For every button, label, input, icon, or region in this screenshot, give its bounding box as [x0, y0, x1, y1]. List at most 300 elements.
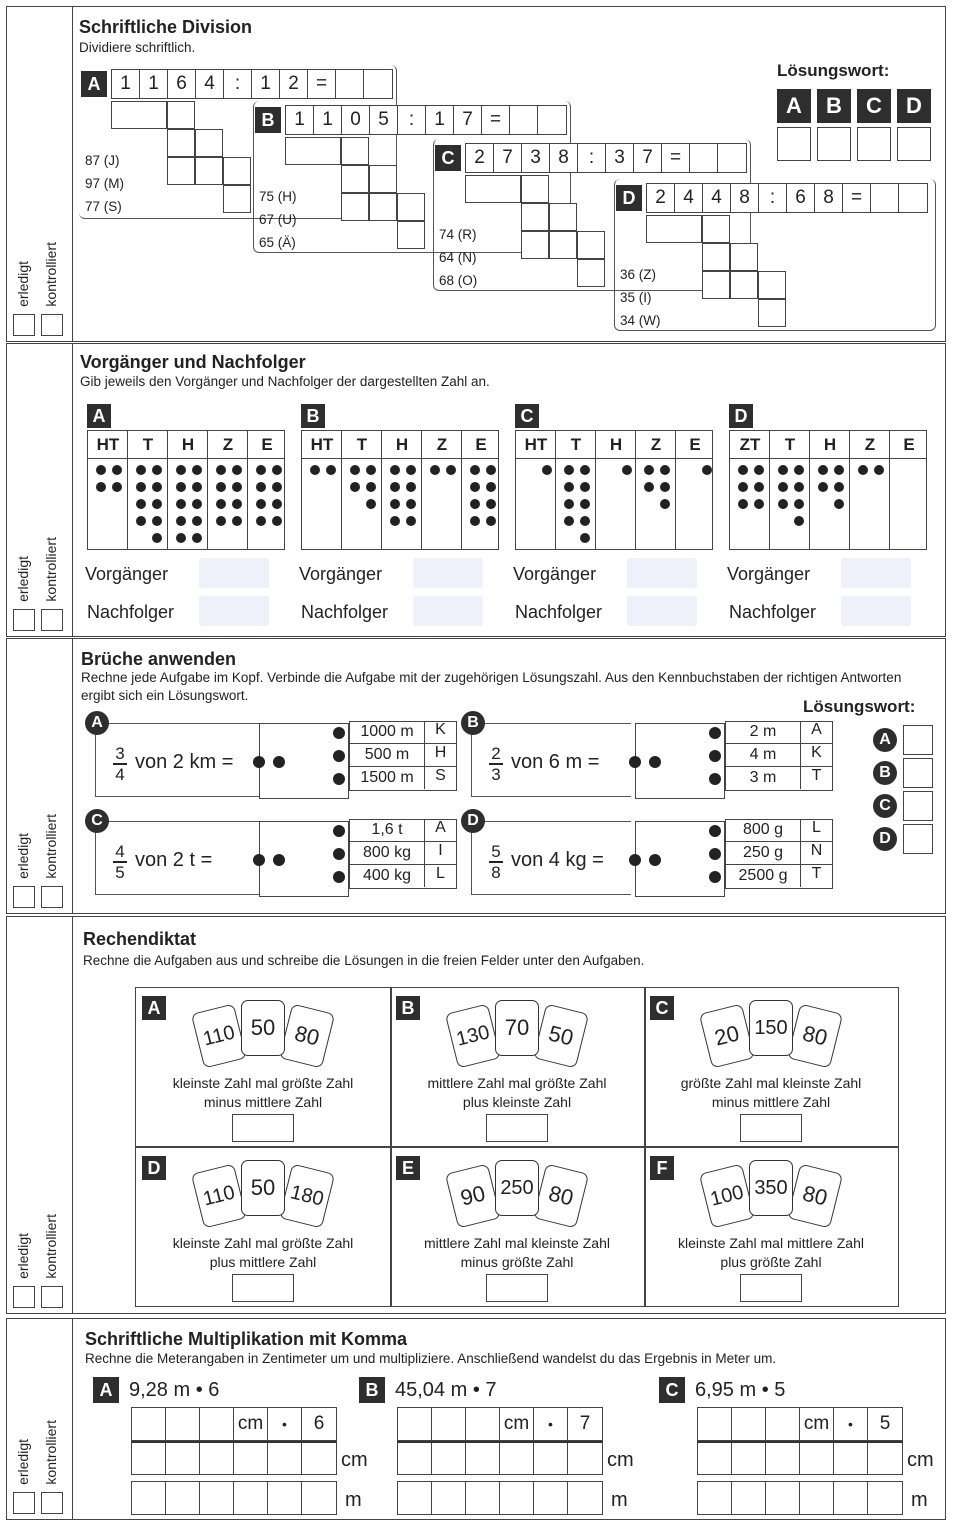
expression: von 4 kg = [511, 849, 604, 871]
work-cell[interactable] [341, 165, 369, 193]
task-badge-c: C [85, 809, 109, 833]
place-value-table [515, 430, 713, 550]
column-header: E [261, 435, 273, 454]
work-cell[interactable] [167, 129, 195, 157]
work-cell[interactable] [285, 137, 341, 165]
counter-dot [660, 465, 670, 475]
number-card: 250 [495, 1160, 539, 1216]
number-card: 80 [787, 1004, 843, 1069]
column-header: T [142, 435, 154, 454]
done-label: erledigt [15, 261, 31, 307]
digit-cell[interactable] [466, 1482, 500, 1514]
answer-row [350, 722, 456, 744]
column-header: E [903, 435, 915, 454]
option-0: 87 (J) [85, 153, 120, 168]
digit-cell[interactable] [732, 1443, 766, 1474]
counter-dot [192, 516, 202, 526]
division-row [646, 183, 928, 213]
solution-box-d[interactable] [897, 127, 931, 161]
unit-m: m [911, 1489, 928, 1511]
counter-dot [580, 465, 590, 475]
done-checkbox[interactable] [13, 1286, 35, 1308]
work-cell[interactable] [577, 259, 605, 287]
work-cell[interactable] [341, 137, 369, 165]
counter-dot [176, 482, 186, 492]
digit-cell: 5 [370, 106, 398, 134]
expression: von 2 km = [135, 751, 234, 773]
digit-cell[interactable] [766, 1408, 800, 1440]
option-1: 67 (U) [259, 212, 297, 227]
digit-cell: 4 [196, 70, 224, 98]
counter-dot [112, 465, 122, 475]
done-checkbox[interactable] [13, 314, 35, 336]
answer-box[interactable] [486, 1114, 548, 1142]
counter-dot [152, 499, 162, 509]
counter-dot [350, 465, 360, 475]
counter-dot [256, 516, 266, 526]
digit-cell[interactable] [500, 1443, 534, 1474]
work-cell[interactable] [223, 185, 251, 213]
answer-value: 2500 g [738, 867, 788, 884]
counter-dot [256, 482, 266, 492]
answer-table [349, 819, 457, 889]
counter-dot [176, 516, 186, 526]
solution-box-d[interactable] [903, 824, 933, 854]
work-cell[interactable] [730, 243, 758, 271]
checked-checkbox[interactable] [41, 609, 63, 631]
digit-cell[interactable] [766, 1482, 800, 1514]
result-cell[interactable] [690, 144, 718, 172]
answer-key: L [424, 865, 456, 887]
option-1: 35 (I) [620, 290, 652, 305]
column-header: Z [650, 435, 662, 454]
done-checkbox[interactable] [13, 1492, 35, 1514]
work-cell[interactable] [465, 175, 521, 203]
work-cell[interactable] [577, 231, 605, 259]
digit-cell[interactable] [698, 1482, 732, 1514]
answer-dot[interactable] [709, 773, 721, 785]
answer-dot[interactable] [333, 871, 345, 883]
work-cell[interactable] [702, 243, 730, 271]
task-badge-a: A [142, 996, 166, 1020]
answer-row [350, 820, 456, 842]
solution-box-b[interactable] [903, 758, 933, 788]
successor-answer[interactable] [413, 596, 483, 626]
counter-dot [430, 465, 440, 475]
digit-cell[interactable] [268, 1482, 302, 1514]
solution-label: Lösungswort: [803, 697, 916, 716]
answer-row [350, 768, 456, 790]
digit-cell[interactable] [432, 1482, 466, 1514]
answer-box[interactable] [232, 1114, 294, 1142]
solution-letter-a: A [873, 728, 897, 752]
unit-m: m [345, 1489, 362, 1511]
counter-dot [644, 465, 654, 475]
counter-dot [874, 465, 884, 475]
column-header: HT [96, 435, 120, 454]
counter-dot [738, 465, 748, 475]
work-cell[interactable] [167, 157, 195, 185]
digit-cell[interactable] [568, 1482, 602, 1514]
work-cell[interactable] [369, 165, 397, 193]
counter-dot [390, 516, 400, 526]
task-badge-f: F [650, 1156, 674, 1180]
number-card: 80 [787, 1164, 843, 1229]
answer-key: H [424, 744, 456, 766]
task-line-1: größte Zahl mal kleinste Zahl [680, 1075, 862, 1091]
task-badge-a: A [81, 71, 107, 97]
fraction [489, 843, 503, 881]
task-line-1: kleinste Zahl mal größte Zahl [172, 1235, 354, 1251]
answer-dot[interactable] [333, 727, 345, 739]
checked-checkbox[interactable] [41, 1286, 63, 1308]
result-m-row [397, 1481, 603, 1515]
checked-checkbox[interactable] [41, 314, 63, 336]
answer-value: 800 kg [362, 844, 412, 861]
table-badge-c: C [515, 404, 539, 428]
digit-cell[interactable] [732, 1408, 766, 1440]
counter-dot [486, 465, 496, 475]
work-cell[interactable] [521, 203, 549, 231]
digit-cell[interactable] [800, 1482, 834, 1514]
option-0: 36 (Z) [620, 267, 657, 282]
work-cell[interactable] [702, 271, 730, 299]
numerator: 2 [491, 744, 501, 763]
answer-dot[interactable] [333, 848, 345, 860]
task-badge-b: B [255, 107, 281, 133]
place-value-table [301, 430, 499, 550]
task-line-1: kleinste Zahl mal größte Zahl [172, 1075, 354, 1091]
answer-dot[interactable] [709, 871, 721, 883]
result-cell[interactable] [718, 144, 746, 172]
digit-cell: : [398, 106, 426, 134]
digit-cell[interactable] [132, 1443, 166, 1474]
digit-cell: 6 [787, 184, 815, 212]
counter-dot [350, 482, 360, 492]
digit-cell[interactable] [132, 1482, 166, 1514]
section-division [6, 6, 946, 342]
connector-dot[interactable] [253, 756, 265, 768]
task-badge-c: C [659, 1377, 685, 1403]
connector-dot[interactable] [649, 756, 661, 768]
digit-cell: = [308, 70, 336, 98]
counter-dot [778, 482, 788, 492]
task-line-2: minus mittlere Zahl [203, 1094, 323, 1110]
counter-dot [794, 499, 804, 509]
section-title: Brüche anwenden [81, 649, 237, 669]
digit-cell[interactable] [398, 1408, 432, 1440]
digit-cell[interactable] [432, 1443, 466, 1474]
section-title: Rechendiktat [83, 929, 197, 949]
task-line-2: minus größte Zahl [460, 1254, 574, 1270]
digit-cell[interactable] [200, 1443, 234, 1474]
work-cell[interactable] [111, 101, 167, 129]
solution-box-a[interactable] [777, 127, 811, 161]
work-cell[interactable] [521, 175, 549, 203]
digit-cell[interactable] [398, 1443, 432, 1474]
answer-row [726, 820, 832, 842]
counter-dot [702, 465, 712, 475]
connector-dot[interactable] [649, 854, 661, 866]
digit-cell[interactable] [166, 1408, 200, 1440]
successor-answer[interactable] [627, 596, 697, 626]
answer-dot[interactable] [709, 825, 721, 837]
successor-answer[interactable] [199, 596, 269, 626]
answer-dot[interactable] [333, 825, 345, 837]
digit-cell[interactable] [834, 1443, 868, 1474]
digit-cell[interactable] [166, 1443, 200, 1474]
digit-cell[interactable] [234, 1482, 268, 1514]
counter-dot [152, 482, 162, 492]
division-row [285, 105, 567, 135]
times-cell: • [834, 1408, 868, 1440]
done-checkbox[interactable] [13, 609, 35, 631]
digit-cell[interactable] [132, 1408, 166, 1440]
work-cell[interactable] [369, 193, 397, 221]
answer-key: A [800, 721, 832, 743]
number-card: 50 [533, 1004, 589, 1069]
work-cell[interactable] [758, 271, 786, 299]
number-card: 110 [191, 1004, 247, 1069]
task-badge-e: E [396, 1156, 420, 1180]
counter-dot [192, 499, 202, 509]
digit-cell[interactable] [302, 1482, 336, 1514]
result-cell[interactable] [871, 184, 899, 212]
counter-dot [486, 499, 496, 509]
work-cell[interactable] [702, 215, 730, 243]
answer-box[interactable] [740, 1114, 802, 1142]
task-badge-d: D [142, 1156, 166, 1180]
digit-cell[interactable] [466, 1443, 500, 1474]
work-cell[interactable] [195, 129, 223, 157]
work-cell[interactable] [730, 271, 758, 299]
number-card: 350 [749, 1160, 793, 1216]
counter-dot [192, 465, 202, 475]
result-cm-row [397, 1441, 603, 1475]
counter-dot [176, 499, 186, 509]
table-badge-a: A [87, 404, 111, 428]
answer-row [726, 745, 832, 767]
digit-cell[interactable] [698, 1443, 732, 1474]
result-cell[interactable] [510, 106, 538, 134]
counter-dot [564, 499, 574, 509]
done-checkbox[interactable] [13, 886, 35, 908]
digit-cell[interactable] [200, 1408, 234, 1440]
answer-box[interactable] [740, 1274, 802, 1302]
result-cell[interactable] [364, 70, 392, 98]
sidebar [7, 7, 73, 341]
counter-dot [754, 499, 764, 509]
result-cell[interactable] [538, 106, 566, 134]
checked-checkbox[interactable] [41, 1492, 63, 1514]
dictation-grid [135, 987, 899, 1307]
counter-dot [580, 482, 590, 492]
counter-dot [256, 465, 266, 475]
counter-dot [778, 465, 788, 475]
solution-box-c[interactable] [857, 127, 891, 161]
predecessor-answer[interactable] [413, 558, 483, 588]
counter-dot [112, 482, 122, 492]
result-cm-row [131, 1441, 337, 1475]
work-cell[interactable] [195, 157, 223, 185]
answer-dot[interactable] [333, 773, 345, 785]
predecessor-answer[interactable] [199, 558, 269, 588]
solution-box-c[interactable] [903, 791, 933, 821]
work-cell[interactable] [397, 221, 425, 249]
digit-cell[interactable] [732, 1482, 766, 1514]
digit-cell[interactable] [800, 1443, 834, 1474]
digit-cell[interactable] [268, 1443, 302, 1474]
digit-cell[interactable] [166, 1482, 200, 1514]
successor-answer[interactable] [841, 596, 911, 626]
digit-cell: 1 [140, 70, 168, 98]
solution-letter-d: D [897, 89, 931, 123]
work-cell[interactable] [646, 215, 702, 243]
digit-cell: = [843, 184, 871, 212]
digit-cell: 1 [286, 106, 314, 134]
answer-value: 3 m [749, 769, 777, 786]
work-cell[interactable] [167, 101, 195, 129]
connector-dot[interactable] [253, 854, 265, 866]
digit-cell[interactable] [200, 1482, 234, 1514]
digit-cell[interactable] [466, 1408, 500, 1440]
option-2: 77 (S) [85, 199, 122, 214]
answer-box[interactable] [232, 1274, 294, 1302]
connector-dot[interactable] [273, 756, 285, 768]
counter-dot [272, 516, 282, 526]
done-label: erledigt [15, 1233, 31, 1279]
digit-cell[interactable] [868, 1482, 902, 1514]
digit-cell[interactable] [766, 1443, 800, 1474]
counter-dot [366, 482, 376, 492]
digit-cell[interactable] [500, 1482, 534, 1514]
section-instruction: Gib jeweils den Vorgänger und Nachfolger der dargestellten Zahl an. [80, 374, 490, 389]
digit-cell: = [662, 144, 690, 172]
section-fractions [6, 638, 946, 914]
counter-dot [580, 533, 590, 543]
predecessor-answer[interactable] [627, 558, 697, 588]
counter-dot [738, 499, 748, 509]
section-multiplication [6, 1318, 946, 1520]
digit-cell: 4 [703, 184, 731, 212]
answer-box[interactable] [486, 1274, 548, 1302]
connector-dot[interactable] [629, 854, 641, 866]
answer-row [350, 843, 456, 865]
answer-dot[interactable] [709, 727, 721, 739]
cm-cell: cm [234, 1408, 268, 1440]
counter-dot [858, 465, 868, 475]
counter-dot [96, 465, 106, 475]
result-cell[interactable] [899, 184, 927, 212]
answer-value: 1000 m [360, 723, 414, 740]
number-card: 20 [699, 1004, 755, 1069]
answer-dot[interactable] [709, 848, 721, 860]
connector-dot[interactable] [273, 854, 285, 866]
answer-dot[interactable] [709, 750, 721, 762]
column-header: H [823, 435, 837, 454]
digit-cell[interactable] [302, 1443, 336, 1474]
solution-box-a[interactable] [903, 725, 933, 755]
table-badge-d: D [729, 404, 753, 428]
cm-row [697, 1407, 903, 1441]
successor-label: Nachfolger [301, 602, 389, 622]
predecessor-answer[interactable] [841, 558, 911, 588]
counter-dot [486, 482, 496, 492]
digit-cell: 2 [647, 184, 675, 212]
task-badge-b: B [396, 996, 420, 1020]
digit-cell[interactable] [234, 1443, 268, 1474]
work-cell[interactable] [549, 231, 577, 259]
counter-dot [136, 499, 146, 509]
digit-cell[interactable] [534, 1482, 568, 1514]
option-1: 64 (N) [439, 250, 477, 265]
successor-label: Nachfolger [515, 602, 603, 622]
work-cell[interactable] [341, 193, 369, 221]
connector-dot[interactable] [629, 756, 641, 768]
answer-value: 400 kg [362, 867, 412, 884]
digit-cell[interactable] [834, 1482, 868, 1514]
numerator: 3 [115, 744, 125, 763]
work-cell[interactable] [521, 231, 549, 259]
section-instruction: Rechne jede Aufgabe im Kopf. Verbinde die Aufgabe mit der zugehörigen Lösungszahl. Aus den Kennbuchstaben der richtigen Antworten ergibt sich ein Lösungswort. [81, 670, 902, 704]
number-card: 180 [279, 1164, 335, 1229]
counter-dot [232, 516, 242, 526]
column-header: Z [436, 435, 448, 454]
answer-value: 4 m [749, 746, 777, 763]
done-label: erledigt [15, 556, 31, 602]
digit-cell[interactable] [534, 1443, 568, 1474]
digit-cell: : [224, 70, 252, 98]
task-line-2: plus mittlere Zahl [209, 1254, 317, 1270]
solution-letter-c: C [857, 89, 891, 123]
counter-dot [406, 516, 416, 526]
digit-cell: 8 [815, 184, 843, 212]
expression: von 2 t = [135, 849, 213, 871]
answer-value: 1,6 t [371, 821, 403, 838]
digit-cell: 0 [342, 106, 370, 134]
digit-cell[interactable] [432, 1408, 466, 1440]
counter-dot [390, 482, 400, 492]
digit-cell[interactable] [868, 1443, 902, 1474]
digit-cell[interactable] [398, 1482, 432, 1514]
digit-cell[interactable] [698, 1408, 732, 1440]
times-cell: • [268, 1408, 302, 1440]
work-cell[interactable] [758, 299, 786, 327]
checked-checkbox[interactable] [41, 886, 63, 908]
section-title: Schriftliche Division [79, 17, 253, 37]
counter-dot [660, 482, 670, 492]
factor-cell: 6 [313, 1413, 325, 1434]
answer-value: 2 m [749, 723, 777, 740]
answer-key: T [800, 865, 832, 887]
digit-cell[interactable] [568, 1443, 602, 1474]
table-badge-b: B [301, 404, 325, 428]
counter-dot [152, 465, 162, 475]
unit-cm: cm [907, 1449, 934, 1471]
work-cell[interactable] [223, 157, 251, 185]
solution-letter-b: B [873, 761, 897, 785]
solution-box-b[interactable] [817, 127, 851, 161]
result-cell[interactable] [336, 70, 364, 98]
counter-dot [564, 516, 574, 526]
work-cell[interactable] [549, 203, 577, 231]
answer-dot[interactable] [333, 750, 345, 762]
sidebar [7, 639, 73, 913]
work-cell[interactable] [397, 193, 425, 221]
counter-dot [406, 482, 416, 492]
counter-dot [152, 533, 162, 543]
number-card: 150 [749, 1000, 793, 1056]
